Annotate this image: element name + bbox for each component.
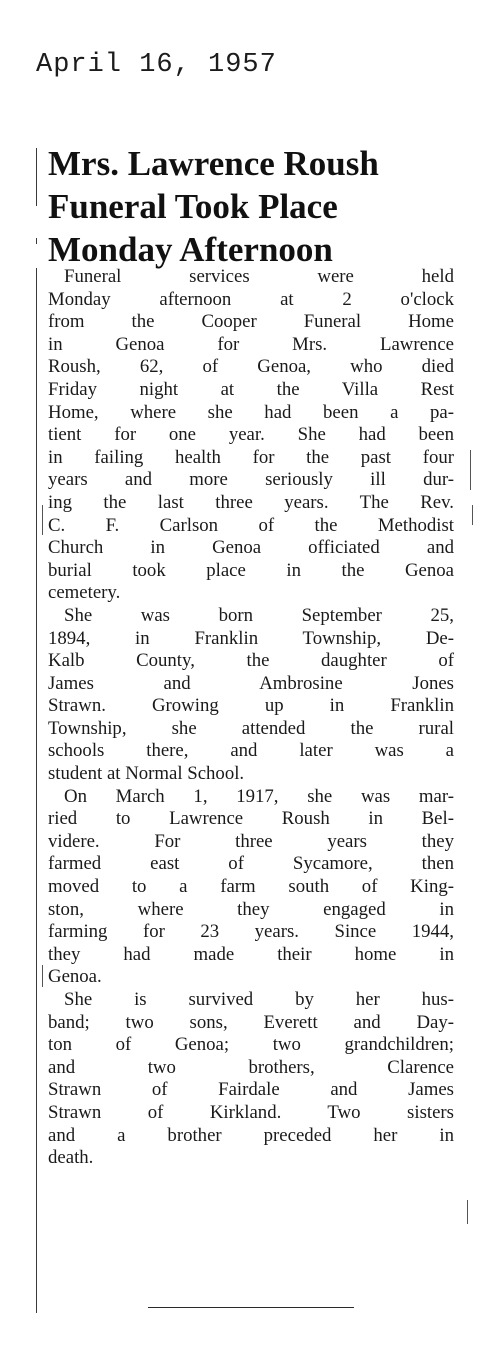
- article-line: She was born September 25,: [64, 604, 454, 626]
- end-rule: [148, 1307, 354, 1308]
- article-line: death.: [48, 1147, 94, 1169]
- article-paragraph: [48, 605, 454, 786]
- article-line: cemetery.: [48, 582, 121, 604]
- left-edge-mark-2: [42, 965, 43, 987]
- article-line: band; two sons, Everett and Day-: [48, 1011, 454, 1033]
- article-line: Strawn. Growing up in Franklin: [48, 695, 454, 717]
- article-paragraph: [48, 786, 454, 989]
- article-line: student at Normal School.: [48, 763, 245, 785]
- article-line: ton of Genoa; two grandchildren;: [48, 1034, 454, 1056]
- left-column-rule-mid: [36, 238, 37, 244]
- article-line: in Genoa for Mrs. Lawrence: [48, 333, 454, 355]
- article-body: [48, 266, 454, 1170]
- article-line: Home, where she had been a pa-: [48, 401, 454, 423]
- left-edge-mark-1: [42, 505, 43, 535]
- article-line: years and more seriously ill dur-: [48, 469, 454, 491]
- article-paragraph: [48, 989, 454, 1170]
- article-line: Genoa.: [48, 966, 102, 988]
- right-edge-mark-1: [470, 450, 471, 490]
- headline-line-3: Monday Afternoon: [48, 230, 333, 269]
- article-line: and two brothers, Clarence: [48, 1056, 454, 1078]
- article-line: videre. For three years they: [48, 830, 454, 852]
- article-line: tient for one year. She had been: [48, 424, 454, 446]
- right-edge-mark-3: [467, 1200, 468, 1224]
- article-line: Church in Genoa officiated and: [48, 537, 454, 559]
- headline-line-2: Funeral Took Place: [48, 187, 338, 226]
- article-line: C. F. Carlson of the Methodist: [48, 514, 454, 536]
- right-edge-mark-2: [472, 505, 473, 525]
- left-column-rule-top: [36, 148, 37, 206]
- article-line: in failing health for the past four: [48, 446, 454, 468]
- clipping-date: April 16, 1957: [36, 50, 277, 80]
- article-line: 1894, in Franklin Township, De-: [48, 627, 454, 649]
- article-line: burial took place in the Genoa: [48, 559, 454, 581]
- article-line: schools there, and later was a: [48, 740, 454, 762]
- article-line: James and Ambrosine Jones: [48, 672, 454, 694]
- article-line: Friday night at the Villa Rest: [48, 378, 454, 400]
- article-line: and a brother preceded her in: [48, 1124, 454, 1146]
- article-line: Strawn of Fairdale and James: [48, 1079, 454, 1101]
- article-line: Strawn of Kirkland. Two sisters: [48, 1101, 454, 1123]
- article-line: they had made their home in: [48, 943, 454, 965]
- article-line: from the Cooper Funeral Home: [48, 311, 454, 333]
- article-line: moved to a farm south of King-: [48, 876, 454, 898]
- article-line: On March 1, 1917, she was mar-: [64, 785, 454, 807]
- article-paragraph: [48, 266, 454, 605]
- headline-line-1: Mrs. Lawrence Roush: [48, 144, 379, 183]
- article-line: Monday afternoon at 2 o'clock: [48, 288, 454, 310]
- article-line: ing the last three years. The Rev.: [48, 491, 454, 513]
- article-line: Kalb County, the daughter of: [48, 650, 454, 672]
- article-line: Roush, 62, of Genoa, who died: [48, 356, 454, 378]
- article-line: Township, she attended the rural: [48, 717, 454, 739]
- left-column-rule-body: [36, 268, 37, 1313]
- article-line: Funeral services were held: [64, 266, 454, 287]
- article-line: ried to Lawrence Roush in Bel-: [48, 808, 454, 830]
- article-line: She is survived by her hus-: [64, 989, 454, 1010]
- headline: [48, 142, 478, 271]
- article-line: farming for 23 years. Since 1944,: [48, 921, 454, 943]
- article-line: farmed east of Sycamore, then: [48, 853, 454, 875]
- article-line: ston, where they engaged in: [48, 898, 454, 920]
